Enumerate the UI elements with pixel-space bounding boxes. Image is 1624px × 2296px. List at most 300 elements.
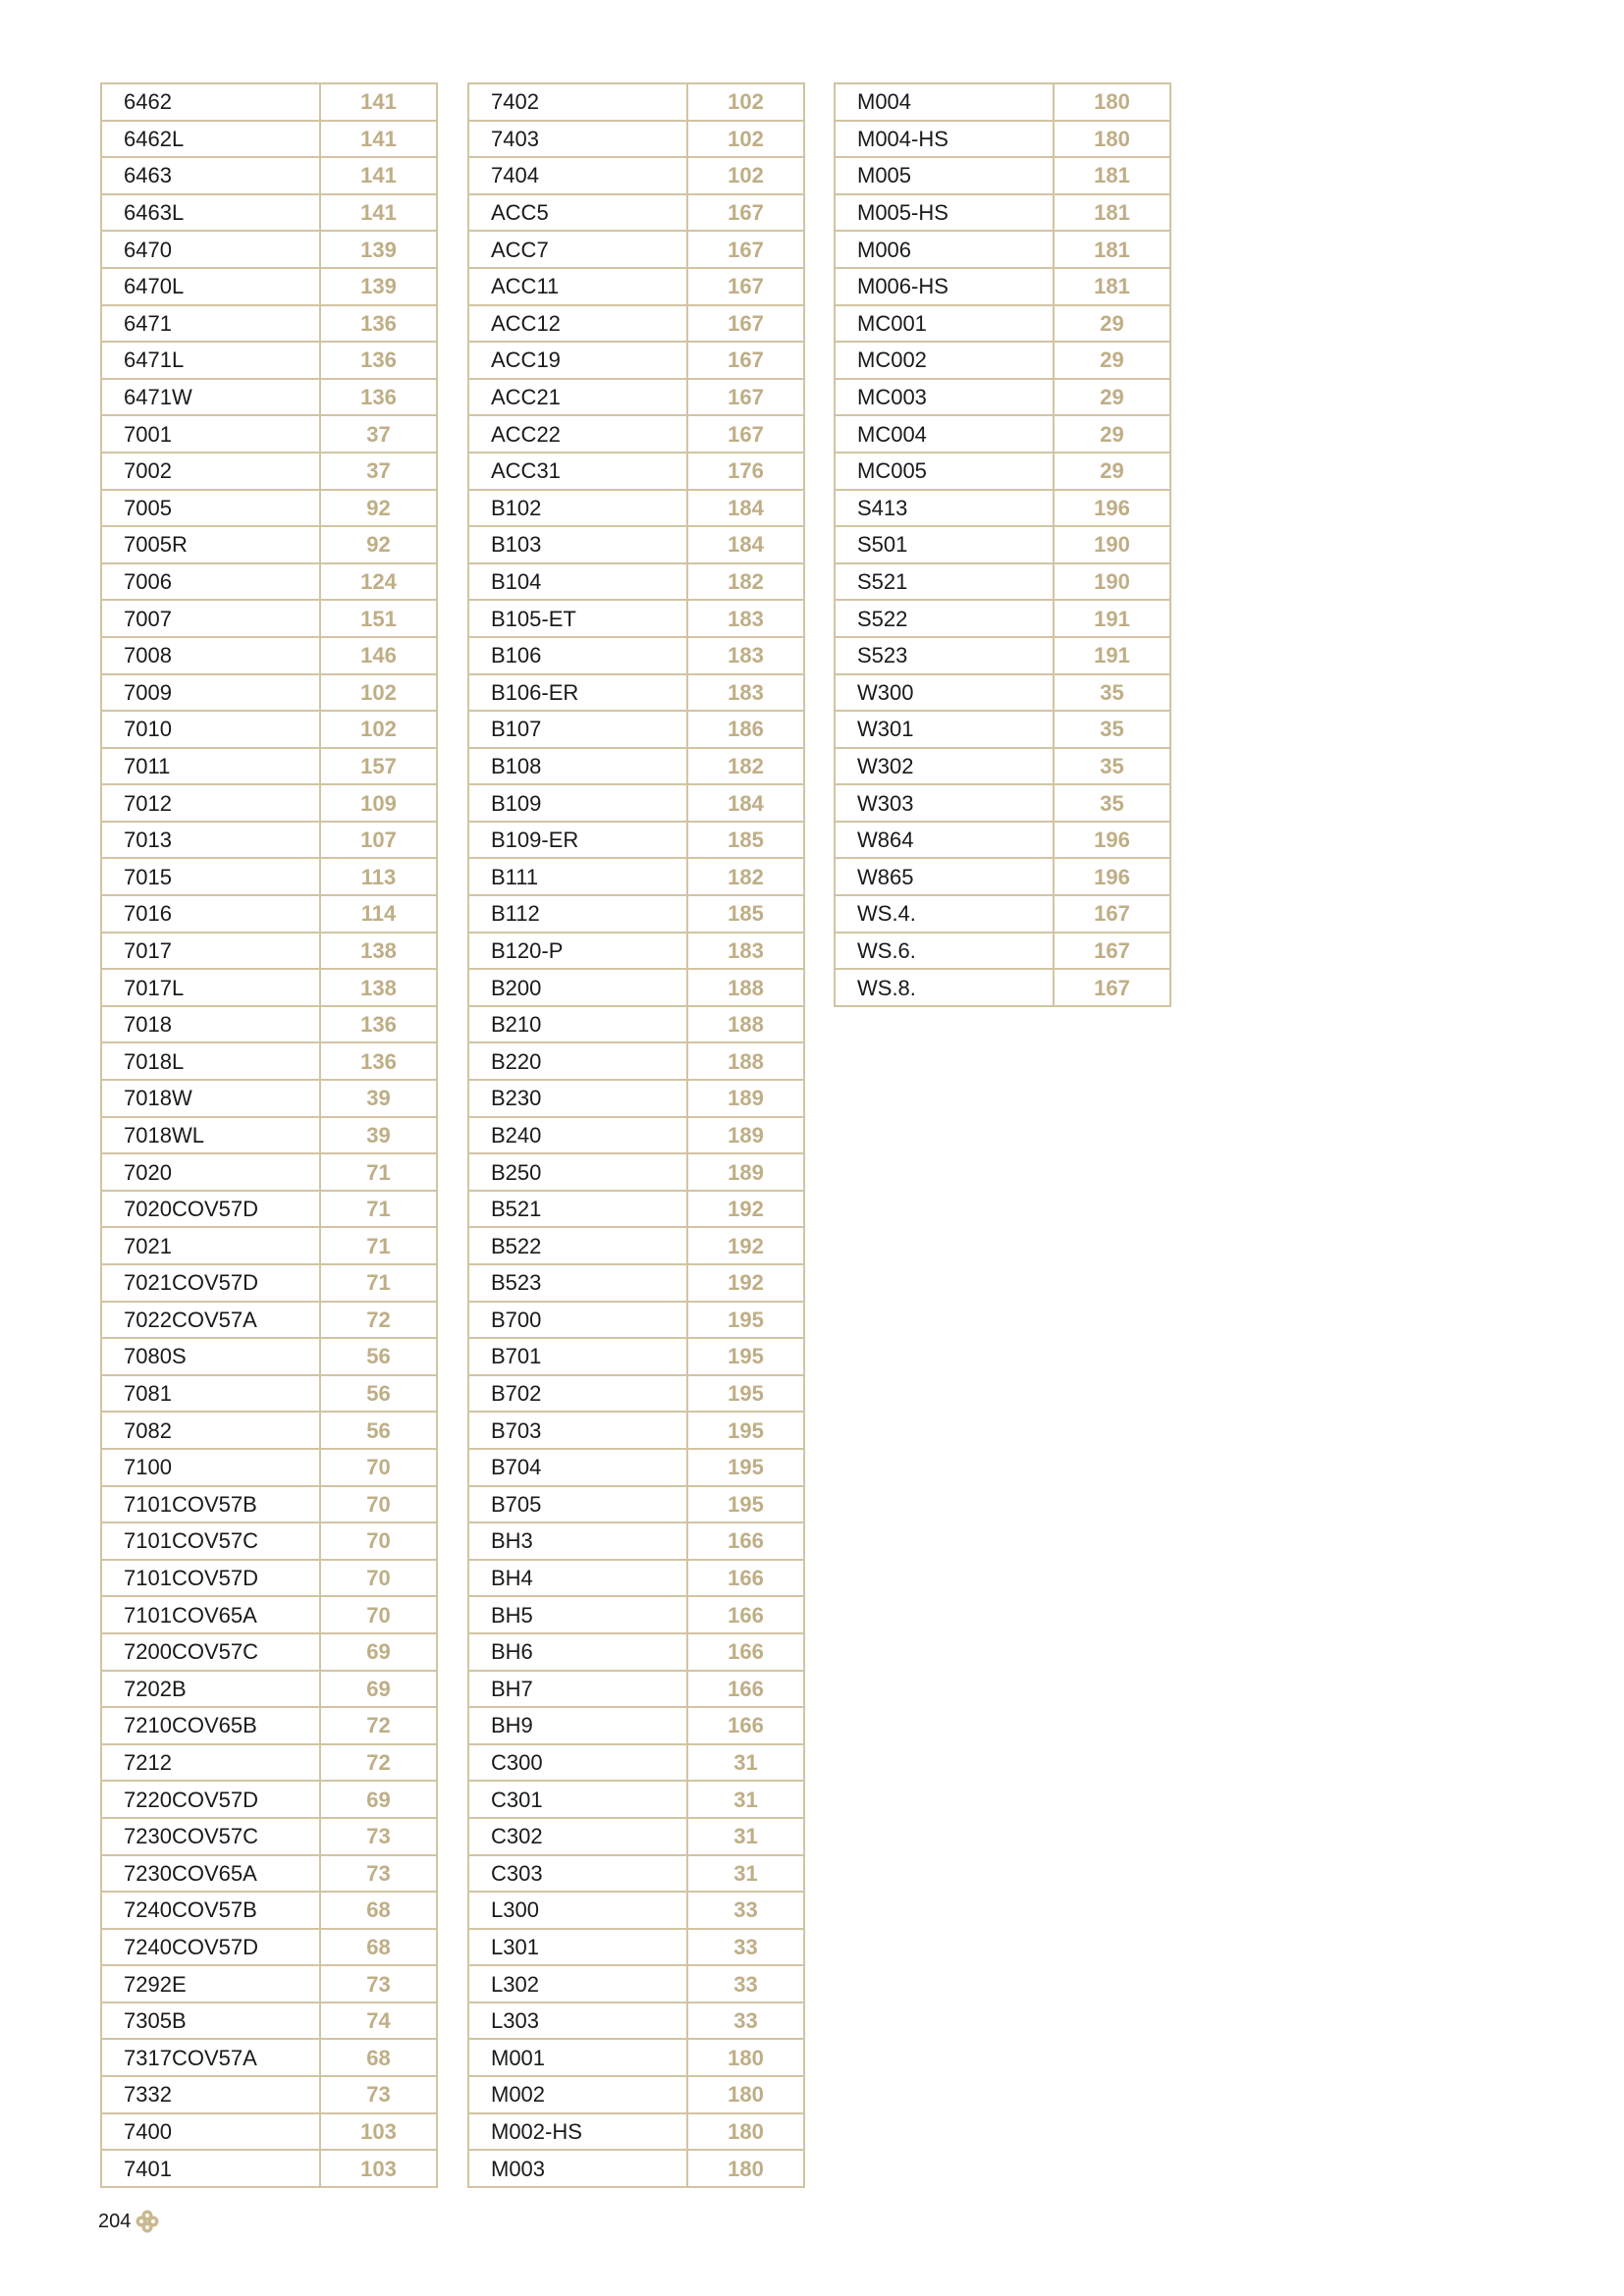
- product-code-cell: S413: [835, 490, 1054, 527]
- table-row: [835, 157, 1170, 194]
- table-row: [101, 2076, 437, 2113]
- table-row: [101, 157, 437, 194]
- table-row: [101, 1818, 437, 1855]
- page-reference-cell: 56: [320, 1338, 437, 1375]
- table-row: [101, 674, 437, 712]
- table-row: [101, 1671, 437, 1708]
- table-row: [468, 895, 804, 933]
- table-row: [101, 822, 437, 859]
- product-code-cell: 7018: [101, 1006, 320, 1043]
- table-row: [835, 933, 1170, 970]
- table-row: [101, 1264, 437, 1302]
- product-code-cell: 7009: [101, 674, 320, 712]
- product-code-cell: 7018L: [101, 1042, 320, 1080]
- page-reference-cell: 56: [320, 1375, 437, 1413]
- table-row: [835, 231, 1170, 268]
- product-code-cell: M003: [468, 2150, 687, 2187]
- product-code-cell: M006-HS: [835, 268, 1054, 305]
- product-code-cell: W301: [835, 711, 1054, 748]
- page-reference-cell: 189: [687, 1080, 804, 1117]
- table-row: [468, 1302, 804, 1339]
- table-row: [101, 2150, 437, 2187]
- table-row: [101, 1486, 437, 1523]
- product-code-cell: BH6: [468, 1633, 687, 1671]
- page-reference-cell: 71: [320, 1227, 437, 1264]
- product-code-cell: C303: [468, 1855, 687, 1893]
- table-row: [101, 1855, 437, 1893]
- table-row: [468, 784, 804, 822]
- table-row: [468, 2002, 804, 2040]
- page-reference-cell: 109: [320, 784, 437, 822]
- product-code-cell: W303: [835, 784, 1054, 822]
- table-row: [468, 83, 804, 121]
- page-reference-cell: 33: [687, 1965, 804, 2002]
- page-reference-cell: 184: [687, 490, 804, 527]
- page-reference-cell: 138: [320, 933, 437, 970]
- product-code-cell: B703: [468, 1412, 687, 1449]
- product-code-cell: 7101COV57C: [101, 1522, 320, 1560]
- product-code-cell: 7240COV57B: [101, 1892, 320, 1929]
- page-reference-cell: 136: [320, 305, 437, 343]
- page-reference-cell: 183: [687, 600, 804, 637]
- product-code-cell: 7317COV57A: [101, 2039, 320, 2076]
- product-code-cell: M005: [835, 157, 1054, 194]
- table-row: [468, 1117, 804, 1154]
- product-code-cell: 7332: [101, 2076, 320, 2113]
- table-row: [468, 1042, 804, 1080]
- page-reference-cell: 191: [1054, 637, 1170, 674]
- product-code-cell: MC003: [835, 379, 1054, 416]
- product-code-cell: M001: [468, 2039, 687, 2076]
- product-code-cell: 6470L: [101, 268, 320, 305]
- page-reference-cell: 190: [1054, 526, 1170, 563]
- product-code-cell: B705: [468, 1486, 687, 1523]
- page-reference-cell: 196: [1054, 490, 1170, 527]
- table-row: [468, 933, 804, 970]
- table-row: [101, 1892, 437, 1929]
- product-code-cell: B107: [468, 711, 687, 748]
- table-row: [835, 822, 1170, 859]
- product-code-cell: 7007: [101, 600, 320, 637]
- product-code-cell: B210: [468, 1006, 687, 1043]
- page-reference-cell: 184: [687, 784, 804, 822]
- table-row: [101, 1560, 437, 1597]
- product-code-cell: 7020COV57D: [101, 1191, 320, 1228]
- product-code-cell: M006: [835, 231, 1054, 268]
- product-code-cell: 7210COV65B: [101, 1707, 320, 1744]
- table-row: [101, 2113, 437, 2151]
- page-reference-cell: 31: [687, 1781, 804, 1818]
- table-row: [101, 231, 437, 268]
- product-code-cell: WS.4.: [835, 895, 1054, 933]
- table-row: [835, 83, 1170, 121]
- product-code-cell: B523: [468, 1264, 687, 1302]
- table-row: [101, 1781, 437, 1818]
- page-reference-cell: 71: [320, 1153, 437, 1191]
- product-code-cell: B701: [468, 1338, 687, 1375]
- product-code-cell: W300: [835, 674, 1054, 712]
- table-row: [468, 822, 804, 859]
- page-reference-cell: 70: [320, 1596, 437, 1633]
- page-reference-cell: 69: [320, 1781, 437, 1818]
- product-code-cell: L301: [468, 1929, 687, 1966]
- page-reference-cell: 176: [687, 453, 804, 490]
- page-reference-cell: 92: [320, 490, 437, 527]
- page-reference-cell: 183: [687, 933, 804, 970]
- page-reference-cell: 141: [320, 194, 437, 232]
- page-reference-cell: 33: [687, 1892, 804, 1929]
- page-reference-cell: 35: [1054, 748, 1170, 785]
- page-reference-cell: 72: [320, 1744, 437, 1782]
- product-code-cell: 7002: [101, 453, 320, 490]
- product-code-cell: L302: [468, 1965, 687, 2002]
- product-code-cell: 7021COV57D: [101, 1264, 320, 1302]
- table-row: [468, 2039, 804, 2076]
- table-row: [101, 490, 437, 527]
- table-row: [468, 1892, 804, 1929]
- table-row: [835, 637, 1170, 674]
- page-reference-cell: 103: [320, 2113, 437, 2151]
- table-row: [468, 453, 804, 490]
- product-code-cell: W865: [835, 858, 1054, 895]
- product-code-cell: 7305B: [101, 2002, 320, 2040]
- page-reference-cell: 136: [320, 379, 437, 416]
- product-code-cell: B700: [468, 1302, 687, 1339]
- table-row: [835, 711, 1170, 748]
- product-code-cell: 7292E: [101, 1965, 320, 2002]
- product-code-cell: 7100: [101, 1449, 320, 1486]
- table-row: [101, 379, 437, 416]
- product-code-cell: BH9: [468, 1707, 687, 1744]
- page-footer: [98, 2207, 160, 2236]
- page-reference-cell: 136: [320, 1042, 437, 1080]
- product-code-cell: ACC31: [468, 453, 687, 490]
- product-code-cell: WS.8.: [835, 969, 1054, 1006]
- page-reference-cell: 103: [320, 2150, 437, 2187]
- table-row: [468, 415, 804, 453]
- table-row: [468, 600, 804, 637]
- table-row: [101, 1042, 437, 1080]
- product-code-cell: 6471L: [101, 342, 320, 379]
- page-reference-cell: 113: [320, 858, 437, 895]
- table-row: [468, 1929, 804, 1966]
- page-reference-cell: 102: [320, 711, 437, 748]
- page-reference-cell: 33: [687, 2002, 804, 2040]
- page-reference-cell: 166: [687, 1707, 804, 1744]
- table-row: [468, 1744, 804, 1782]
- page-reference-cell: 167: [687, 268, 804, 305]
- product-code-cell: B250: [468, 1153, 687, 1191]
- page-reference-cell: 29: [1054, 379, 1170, 416]
- product-code-cell: 7220COV57D: [101, 1781, 320, 1818]
- page-reference-cell: 102: [687, 121, 804, 158]
- product-code-cell: B702: [468, 1375, 687, 1413]
- index-table-column-3: [834, 82, 1171, 1007]
- table-row: [101, 600, 437, 637]
- product-code-cell: 7010: [101, 711, 320, 748]
- product-code-cell: 7212: [101, 1744, 320, 1782]
- product-code-cell: 7401: [101, 2150, 320, 2187]
- page-reference-cell: 166: [687, 1522, 804, 1560]
- page-reference-cell: 167: [687, 231, 804, 268]
- page-reference-cell: 29: [1054, 342, 1170, 379]
- table-row: [468, 1191, 804, 1228]
- page-reference-cell: 56: [320, 1412, 437, 1449]
- table-row: [101, 748, 437, 785]
- product-code-cell: 7403: [468, 121, 687, 158]
- page-reference-cell: 191: [1054, 600, 1170, 637]
- product-code-cell: B522: [468, 1227, 687, 1264]
- product-code-cell: ACC11: [468, 268, 687, 305]
- page-reference-cell: 35: [1054, 711, 1170, 748]
- quatrefoil-ornament-icon: [135, 2209, 160, 2234]
- table-row: [835, 563, 1170, 601]
- index-table-column-1: [100, 82, 438, 2188]
- table-row: [101, 1375, 437, 1413]
- table-row: [468, 1449, 804, 1486]
- table-row: [101, 1965, 437, 2002]
- table-row: [835, 490, 1170, 527]
- table-row: [468, 1412, 804, 1449]
- table-row: [101, 453, 437, 490]
- page-reference-cell: 157: [320, 748, 437, 785]
- page-reference-cell: 102: [687, 83, 804, 121]
- table-row: [468, 1375, 804, 1413]
- table-row: [835, 268, 1170, 305]
- product-code-cell: 7017L: [101, 969, 320, 1006]
- page-reference-cell: 188: [687, 1006, 804, 1043]
- table-row: [468, 1227, 804, 1264]
- page-reference-cell: 181: [1054, 231, 1170, 268]
- table-row: [468, 1338, 804, 1375]
- page-reference-cell: 35: [1054, 674, 1170, 712]
- page-reference-cell: 72: [320, 1707, 437, 1744]
- table-row: [101, 784, 437, 822]
- page-reference-cell: 39: [320, 1117, 437, 1154]
- page-reference-cell: 167: [1054, 969, 1170, 1006]
- product-code-cell: 7006: [101, 563, 320, 601]
- table-row: [835, 453, 1170, 490]
- product-code-cell: 7005R: [101, 526, 320, 563]
- table-row: [101, 1522, 437, 1560]
- product-code-cell: 6470: [101, 231, 320, 268]
- table-row: [835, 121, 1170, 158]
- product-code-cell: ACC22: [468, 415, 687, 453]
- page-reference-cell: 68: [320, 2039, 437, 2076]
- page-reference-cell: 181: [1054, 268, 1170, 305]
- product-code-cell: MC002: [835, 342, 1054, 379]
- page-reference-cell: 195: [687, 1302, 804, 1339]
- page-reference-cell: 167: [687, 305, 804, 343]
- product-code-cell: MC004: [835, 415, 1054, 453]
- page-reference-cell: 180: [687, 2039, 804, 2076]
- product-code-cell: 7022COV57A: [101, 1302, 320, 1339]
- product-code-cell: BH4: [468, 1560, 687, 1597]
- page-reference-cell: 39: [320, 1080, 437, 1117]
- table-row: [101, 1006, 437, 1043]
- table-row: [468, 194, 804, 232]
- page-reference-cell: 107: [320, 822, 437, 859]
- table-row: [101, 1449, 437, 1486]
- page-reference-cell: 102: [687, 157, 804, 194]
- page-reference-cell: 188: [687, 969, 804, 1006]
- table-row: [468, 268, 804, 305]
- product-code-cell: ACC19: [468, 342, 687, 379]
- product-code-cell: WS.6.: [835, 933, 1054, 970]
- product-code-cell: 7013: [101, 822, 320, 859]
- page-reference-cell: 136: [320, 342, 437, 379]
- page-reference-cell: 124: [320, 563, 437, 601]
- table-row: [468, 674, 804, 712]
- table-row: [835, 858, 1170, 895]
- product-code-cell: B109: [468, 784, 687, 822]
- page-reference-cell: 181: [1054, 194, 1170, 232]
- page-reference-cell: 166: [687, 1671, 804, 1708]
- index-table-column-2: [467, 82, 805, 2188]
- table-row: [468, 1633, 804, 1671]
- table-row: [101, 1596, 437, 1633]
- table-row: [468, 305, 804, 343]
- table-row: [468, 1965, 804, 2002]
- product-code-cell: 6471: [101, 305, 320, 343]
- table-row: [468, 157, 804, 194]
- page-reference-cell: 167: [687, 415, 804, 453]
- page-number: 204: [98, 2210, 132, 2232]
- page-reference-cell: 196: [1054, 822, 1170, 859]
- page-reference-cell: 73: [320, 2076, 437, 2113]
- product-code-cell: MC001: [835, 305, 1054, 343]
- page-reference-cell: 195: [687, 1338, 804, 1375]
- table-row: [101, 1929, 437, 1966]
- page-reference-cell: 192: [687, 1264, 804, 1302]
- table-row: [101, 1153, 437, 1191]
- product-code-cell: MC005: [835, 453, 1054, 490]
- page-reference-cell: 186: [687, 711, 804, 748]
- product-code-cell: 7200COV57C: [101, 1633, 320, 1671]
- product-code-cell: W302: [835, 748, 1054, 785]
- product-code-cell: B103: [468, 526, 687, 563]
- table-row: [468, 969, 804, 1006]
- page-reference-cell: 29: [1054, 415, 1170, 453]
- product-code-cell: 6463: [101, 157, 320, 194]
- product-code-cell: 7005: [101, 490, 320, 527]
- product-code-cell: 7018W: [101, 1080, 320, 1117]
- table-row: [835, 969, 1170, 1006]
- product-code-cell: B240: [468, 1117, 687, 1154]
- table-row: [835, 342, 1170, 379]
- page-reference-cell: 73: [320, 1818, 437, 1855]
- page-reference-cell: 189: [687, 1117, 804, 1154]
- table-row: [468, 2150, 804, 2187]
- page-reference-cell: 185: [687, 895, 804, 933]
- table-row: [468, 748, 804, 785]
- page-reference-cell: 73: [320, 1965, 437, 2002]
- table-row: [468, 1781, 804, 1818]
- product-code-cell: 7011: [101, 748, 320, 785]
- product-code-cell: C302: [468, 1818, 687, 1855]
- page-reference-cell: 31: [687, 1744, 804, 1782]
- table-row: [468, 1560, 804, 1597]
- product-code-cell: 7008: [101, 637, 320, 674]
- table-row: [468, 2113, 804, 2151]
- page-reference-cell: 188: [687, 1042, 804, 1080]
- product-code-cell: 7018WL: [101, 1117, 320, 1154]
- table-row: [835, 674, 1170, 712]
- table-row: [101, 194, 437, 232]
- table-row: [101, 415, 437, 453]
- product-code-cell: M005-HS: [835, 194, 1054, 232]
- product-code-cell: 7400: [101, 2113, 320, 2151]
- product-code-cell: M004-HS: [835, 121, 1054, 158]
- page-reference-cell: 136: [320, 1006, 437, 1043]
- page-reference-cell: 33: [687, 1929, 804, 1966]
- product-code-cell: 7240COV57D: [101, 1929, 320, 1966]
- product-code-cell: 7021: [101, 1227, 320, 1264]
- table-row: [101, 1117, 437, 1154]
- page-reference-cell: 69: [320, 1671, 437, 1708]
- page-reference-cell: 180: [687, 2150, 804, 2187]
- table-row: [101, 858, 437, 895]
- product-code-cell: B108: [468, 748, 687, 785]
- page-reference-cell: 192: [687, 1191, 804, 1228]
- page-reference-cell: 138: [320, 969, 437, 1006]
- product-code-cell: B704: [468, 1449, 687, 1486]
- product-code-cell: 7020: [101, 1153, 320, 1191]
- product-code-cell: M004: [835, 83, 1054, 121]
- product-code-cell: 6462L: [101, 121, 320, 158]
- page-reference-cell: 167: [687, 194, 804, 232]
- page-reference-cell: 195: [687, 1375, 804, 1413]
- product-code-cell: ACC12: [468, 305, 687, 343]
- page-reference-cell: 70: [320, 1486, 437, 1523]
- product-code-cell: 7015: [101, 858, 320, 895]
- table-row: [101, 2039, 437, 2076]
- table-row: [468, 342, 804, 379]
- table-row: [101, 1227, 437, 1264]
- table-row: [101, 2002, 437, 2040]
- page-reference-cell: 71: [320, 1191, 437, 1228]
- table-row: [468, 858, 804, 895]
- table-row: [835, 526, 1170, 563]
- page-reference-cell: 35: [1054, 784, 1170, 822]
- page-reference-cell: 69: [320, 1633, 437, 1671]
- page-reference-cell: 37: [320, 453, 437, 490]
- product-code-cell: 7230COV65A: [101, 1855, 320, 1893]
- page-reference-cell: 141: [320, 83, 437, 121]
- table-row: [101, 121, 437, 158]
- page-reference-cell: 181: [1054, 157, 1170, 194]
- page-reference-cell: 182: [687, 858, 804, 895]
- product-code-cell: 7230COV57C: [101, 1818, 320, 1855]
- table-row: [835, 600, 1170, 637]
- page-reference-cell: 73: [320, 1855, 437, 1893]
- table-row: [468, 490, 804, 527]
- page-reference-cell: 139: [320, 231, 437, 268]
- table-row: [101, 1191, 437, 1228]
- table-row: [835, 379, 1170, 416]
- table-row: [101, 563, 437, 601]
- table-row: [101, 526, 437, 563]
- page-reference-cell: 70: [320, 1449, 437, 1486]
- page-reference-cell: 74: [320, 2002, 437, 2040]
- product-code-cell: ACC7: [468, 231, 687, 268]
- product-code-cell: W864: [835, 822, 1054, 859]
- table-row: [101, 83, 437, 121]
- product-code-cell: 7012: [101, 784, 320, 822]
- product-code-cell: BH5: [468, 1596, 687, 1633]
- product-code-cell: B106-ER: [468, 674, 687, 712]
- page-reference-cell: 182: [687, 563, 804, 601]
